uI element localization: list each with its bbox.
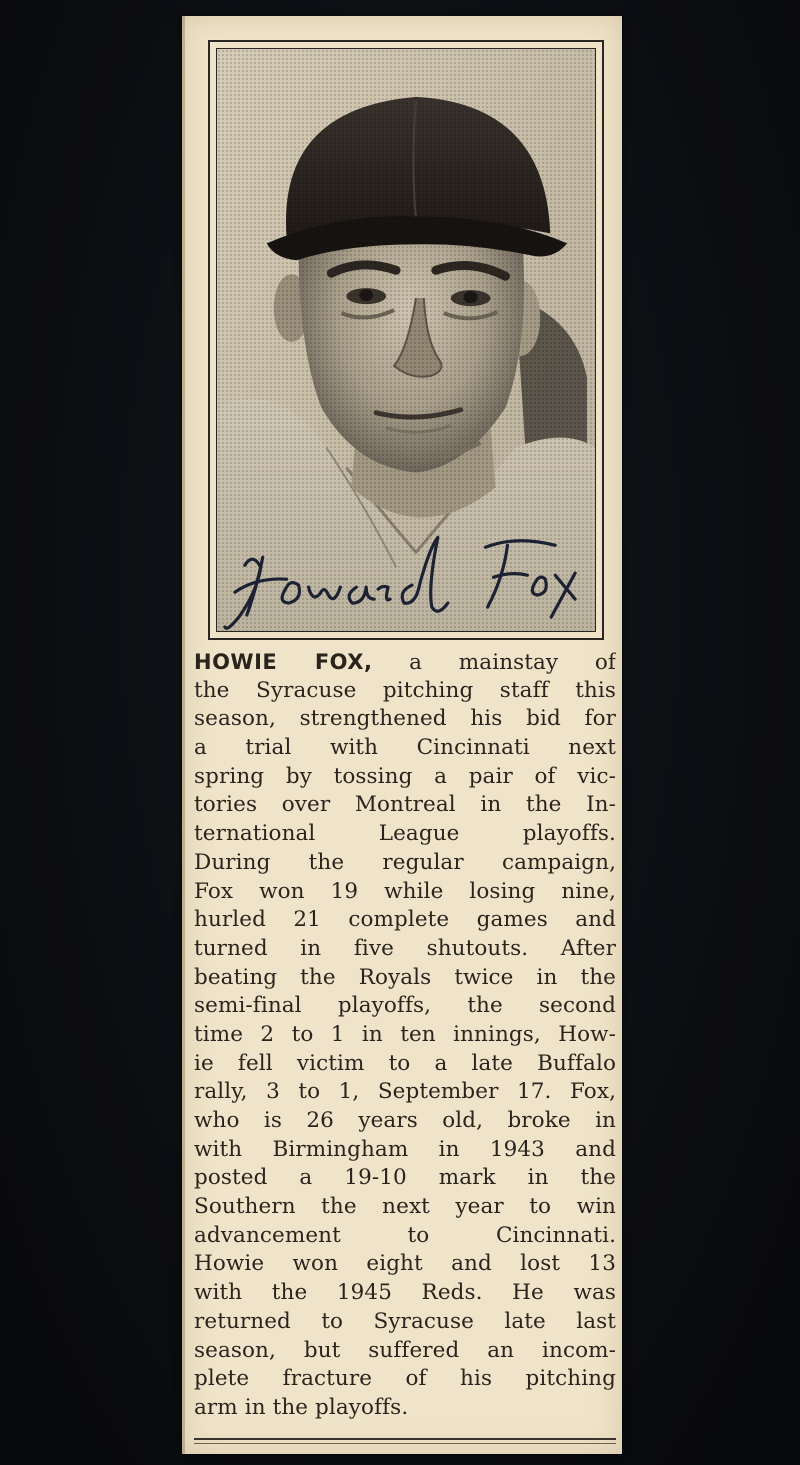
caption-line: a trial with Cincinnati next — [194, 735, 616, 761]
caption-line: who is 26 years old, broke in — [194, 1108, 616, 1133]
newspaper-clipping — [182, 16, 622, 1454]
caption-line: the Syracuse pitching staff this — [194, 677, 616, 703]
caption-line: with the 1945 Reds. He was — [194, 1280, 616, 1306]
caption-line: Southern the next year to win — [194, 1194, 616, 1220]
autograph-signature — [217, 49, 595, 631]
caption-line: spring by tossing a pair of vic- — [194, 763, 616, 789]
caption-line: advancement to Cincinnati. — [194, 1222, 616, 1248]
caption-line: ie fell victim to a late Buffalo — [194, 1050, 616, 1076]
caption-line: plete fracture of his pitching — [194, 1366, 616, 1392]
bottom-rule-thin — [194, 1443, 616, 1444]
caption-text — [194, 648, 616, 1423]
caption-line: beating the Royals twice in the — [194, 964, 616, 990]
caption-line: time 2 to 1 in ten innings, How- — [194, 1021, 616, 1047]
caption-line-1: HOWIE FOX, a mainstay of — [194, 650, 616, 675]
caption-line-last: arm in the playoffs. — [194, 1394, 409, 1420]
photo-frame — [208, 40, 604, 640]
caption-line: semi-final playoffs, the second — [194, 993, 616, 1019]
photo — [216, 48, 596, 632]
caption-line: season, but suffered an incom- — [194, 1337, 616, 1363]
caption-line: ternational League playoffs. — [194, 821, 616, 847]
caption-line: with Birmingham in 1943 and — [194, 1136, 616, 1162]
caption-line: hurled 21 complete games and — [194, 907, 616, 933]
caption-line: rally, 3 to 1, September 17. Fox, — [194, 1079, 616, 1105]
caption-line: turned in five shutouts. After — [194, 935, 616, 961]
caption-line: tories over Montreal in the In- — [194, 792, 616, 818]
caption-line: During the regular campaign, — [194, 849, 616, 875]
caption-line: Fox won 19 while losing nine, — [194, 878, 616, 904]
clipping-edge — [182, 16, 185, 1454]
bottom-rule — [194, 1438, 616, 1440]
caption-line: Howie won eight and lost 13 — [194, 1251, 616, 1277]
player-name: HOWIE FOX, — [194, 650, 373, 674]
caption-line: posted a 19-10 mark in the — [194, 1165, 616, 1191]
caption-line: returned to Syracuse late last — [194, 1308, 616, 1334]
caption-line: season, strengthened his bid for — [194, 706, 616, 732]
